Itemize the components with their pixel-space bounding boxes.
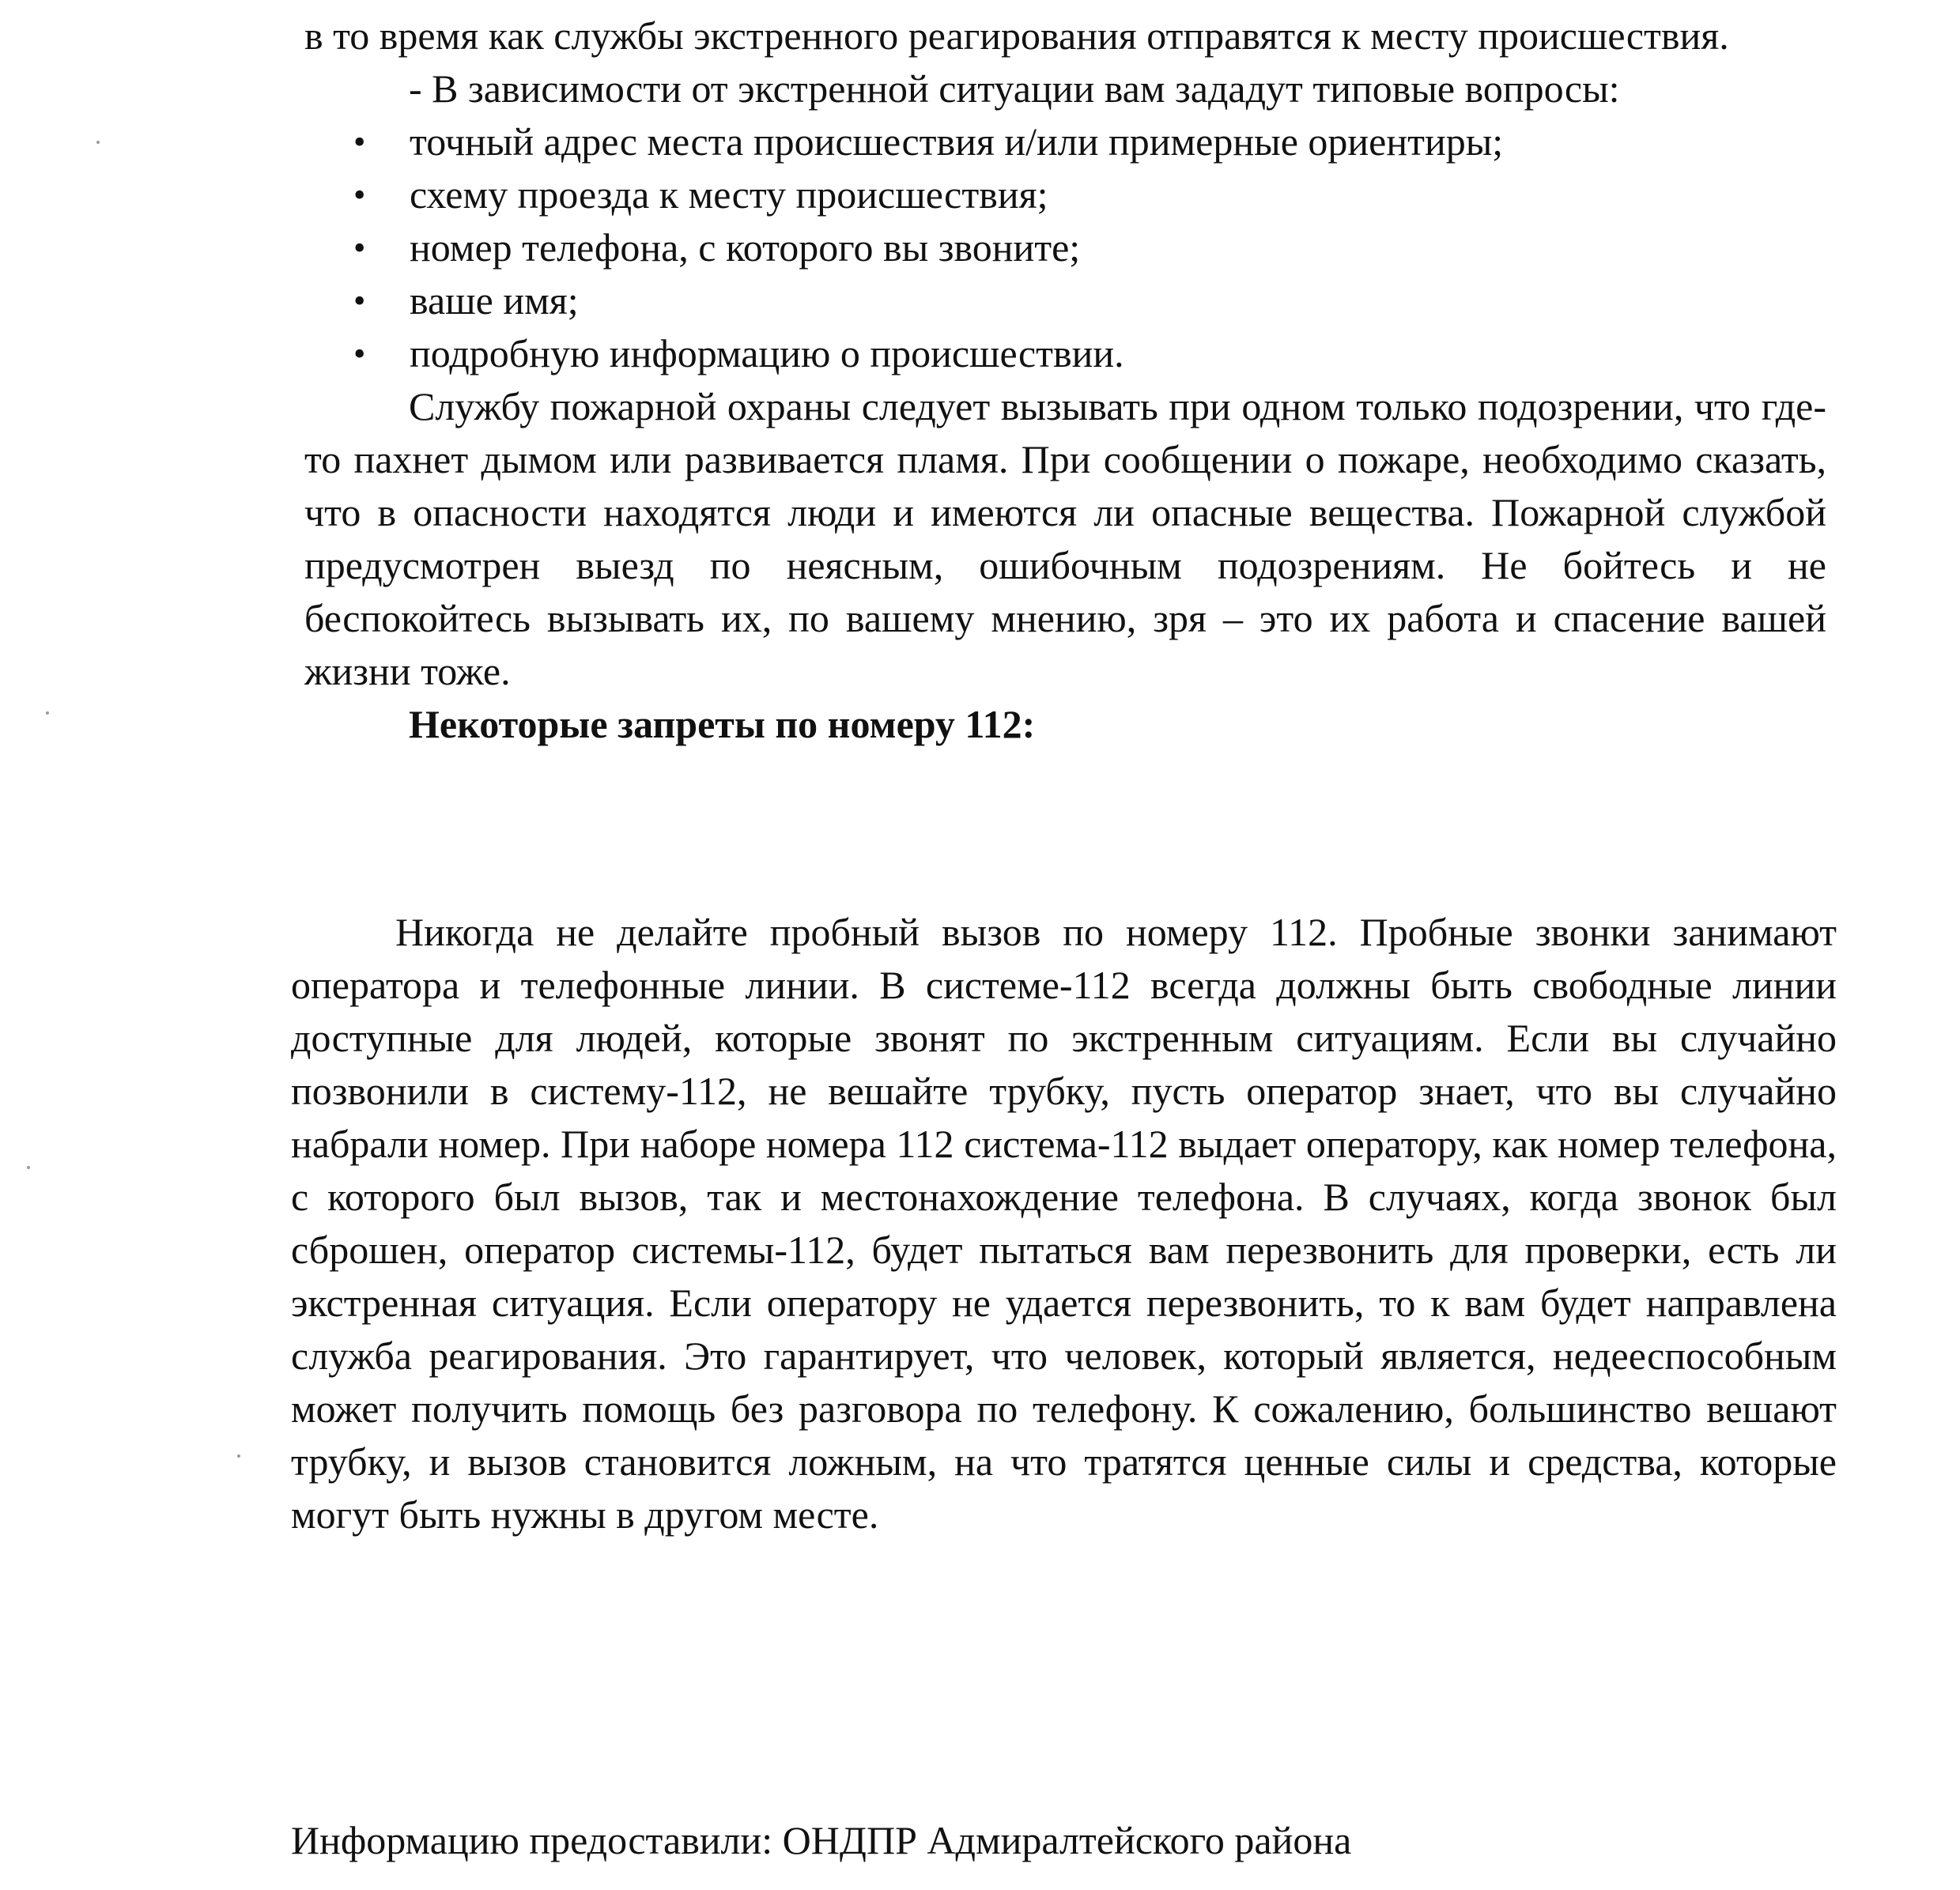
upper-text-block xyxy=(304,9,1826,751)
scan-speck xyxy=(46,711,49,715)
list-item-text: номер телефона, с которого вы звоните; xyxy=(410,225,1081,270)
footer-credit: Информацию предоставили: ОНДПР Адмиралтейского района xyxy=(291,1818,1352,1862)
bullet-icon: • xyxy=(353,175,366,214)
list-item xyxy=(304,221,1826,274)
list-item-text: ваше имя; xyxy=(410,278,579,323)
scan-speck xyxy=(27,1166,30,1169)
questions-list xyxy=(304,115,1826,380)
list-item xyxy=(304,168,1826,221)
paragraph-questions-intro: - В зависимости от экстренной ситуации вам зададут типовые вопросы: xyxy=(409,66,1620,111)
lower-text-block xyxy=(291,906,1837,1541)
section-heading: Некоторые запреты по номеру 112: xyxy=(409,702,1036,746)
bullet-icon: • xyxy=(353,281,366,320)
scan-speck xyxy=(96,141,100,144)
list-item-text: точный адрес места происшествия и/или примерные ориентиры; xyxy=(410,119,1504,164)
bullet-icon: • xyxy=(353,123,366,161)
paragraph-fire-service: Службу пожарной охраны следует вызывать при одном только подозрении, что где-то пахнет дымом или развивается пламя. При сообщении о пожаре, необходимо сказать, что в опасности находятся люди и имеются ли опасные вещества. Пожарной службой предусмотрен выезд по неясным, ошибочным подозрениям. Не бойтесь и не беспокойтесь вызывать их, по вашему мнению, зря – это их работа и спасение вашей жизни тоже. xyxy=(304,384,1826,693)
list-item xyxy=(304,274,1826,327)
list-item-text: схему проезда к месту происшествия; xyxy=(410,172,1048,217)
list-item xyxy=(304,327,1826,380)
list-item xyxy=(304,115,1826,168)
scan-speck xyxy=(237,1454,240,1458)
paragraph-test-calls: Никогда не делайте пробный вызов по номеру 112. Пробные звонки занимают оператора и телефонные линии. В системе-112 всегда должны быть свободные линии доступные для людей, которые звонят по экстренным ситуациям. Если вы случайно позвонили в систему-112, не вешайте трубку, пусть оператор знает, что вы случайно набрали номер. При наборе номера 112 система-112 выдает оператору, как номер телефона, с которого был вызов, так и местонахождение телефона. В случаях, когда звонок был сброшен, оператор системы-112, будет пытаться вам перезвонить для проверки, есть ли экстренная ситуация. Если оператору не удается перезвонить, то к вам будет направлена служба реагирования. Это гарантирует, что человек, который является, недееспособным может получить помощь без разговора по телефону. К сожалению, большинство вешают трубку, и вызов становится ложным, на что тратятся ценные силы и средства, которые могут быть нужны в другом месте. xyxy=(291,910,1837,1537)
bullet-icon: • xyxy=(353,228,366,267)
paragraph-continuation: в то время как службы экстренного реагирования отправятся к месту происшествия. xyxy=(304,13,1729,58)
list-item-text: подробную информацию о происшествии. xyxy=(410,331,1124,375)
bullet-icon: • xyxy=(353,334,366,373)
